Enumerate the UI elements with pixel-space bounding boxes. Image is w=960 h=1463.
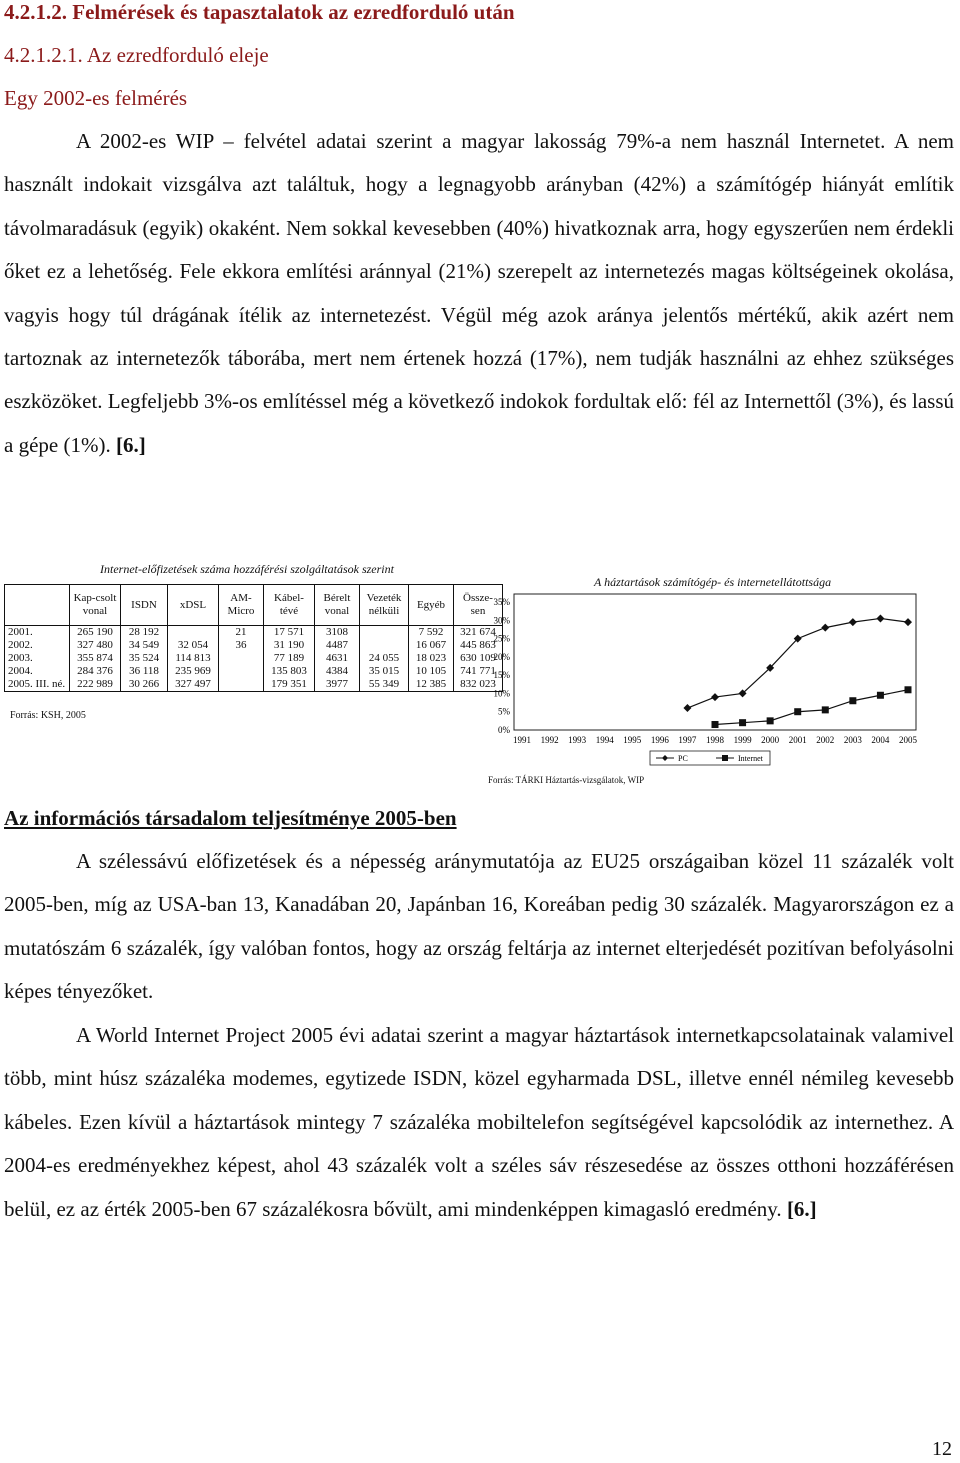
table-cell: 7 592 — [409, 626, 454, 640]
paragraph-wip2005-text: A World Internet Project 2005 évi adatai szerint a magyar háztartások internetkapcsolatainak valamivel több, mint húsz százaléka modemes, egytizede ISDN, közel egyharmada DSL, illetve ennél némileg kevesebb kábeles. Ezen kívül a háztartások mintegy 7 százaléka mobiltelefon segítségével kapcsolódik az internethez. A 2004-es eredményekhez képest, ahol 43 százalék volt a széles sáv részesedése az összes otthoni hozzáférésen belül, ez az érték 2005-ben 67 százalékosra bővült, ami mindenképpen kimagasló eredmény. — [4, 1023, 954, 1221]
table-header-cell: Bérelt vonal — [315, 585, 360, 626]
table-cell: 179 351 — [264, 678, 315, 692]
paragraph-broadband — [4, 840, 954, 1014]
table-cell: 135 803 — [264, 665, 315, 678]
table-row — [5, 665, 503, 678]
table-cell: 18 023 — [409, 652, 454, 665]
table-cell: 36 118 — [121, 665, 168, 678]
table-cell: 35 015 — [360, 665, 409, 678]
legend-label: PC — [678, 754, 688, 763]
heading-survey: Egy 2002-es felmérés — [4, 86, 188, 110]
table-cell: 321 674 — [454, 626, 503, 640]
table-cell: 35 524 — [121, 652, 168, 665]
table-cell — [168, 626, 219, 640]
table-cell: 2005. III. né. — [5, 678, 70, 692]
paragraph-wip2005 — [4, 1014, 954, 1231]
table-header-cell: Kap-csolt vonal — [70, 585, 121, 626]
table-header-cell: xDSL — [168, 585, 219, 626]
y-tick-label: 0% — [498, 725, 510, 735]
paragraph-survey — [4, 120, 954, 467]
table-cell: 3977 — [315, 678, 360, 692]
data-point-pc — [711, 693, 719, 701]
y-tick-label: 25% — [493, 633, 510, 644]
chart-source: Forrás: TÁRKI Háztartás-vizsgálatok, WIP — [488, 775, 645, 785]
data-point-internet — [849, 697, 856, 704]
table-cell: 34 549 — [121, 639, 168, 652]
legend-label: Internet — [738, 754, 763, 763]
table-cell: 4384 — [315, 665, 360, 678]
table-cell: 2003. — [5, 652, 70, 665]
table-cell: 4631 — [315, 652, 360, 665]
table-cell: 741 771 — [454, 665, 503, 678]
x-tick-label: 1991 — [513, 735, 531, 745]
table-cell: 32 054 — [168, 639, 219, 652]
paragraph-broadband-text: A szélessávú előfizetések és a népesség aránymutatója az EU25 országaiban közel 11 százalék volt 2005-ben, míg az USA-ban 13, Kanadában 20, Japánban 16, Koreában pedig 30 százalék. Magyarországon ez a mutatószám 6 százalék, így valóban fontos, hogy az ország feltárja az internet elterjedését pozitívan befolyásolni képes tényezőket. — [4, 849, 954, 1004]
legend-marker-pc — [662, 755, 668, 761]
x-tick-label: 2002 — [816, 735, 835, 745]
table-cell — [360, 626, 409, 640]
x-tick-label: 2003 — [843, 735, 862, 745]
table-cell: 327 497 — [168, 678, 219, 692]
section-title: Az információs társadalom teljesítménye 2005-ben — [4, 806, 457, 830]
table-row — [5, 678, 503, 692]
x-tick-label: 1992 — [540, 735, 559, 745]
table-cell: 2002. — [5, 639, 70, 652]
table-header-cell: Össze-sen — [454, 585, 503, 626]
table-cell: 28 192 — [121, 626, 168, 640]
x-tick-label: 1997 — [678, 735, 697, 745]
table-source: Forrás: KSH, 2005 — [10, 710, 86, 721]
table-cell: 265 190 — [70, 626, 121, 640]
x-tick-label: 2004 — [871, 735, 890, 745]
data-point-internet — [767, 717, 774, 724]
y-tick-label: 15% — [493, 670, 510, 681]
plot-frame — [514, 594, 916, 730]
legend-marker-internet — [722, 755, 728, 761]
table-header-cell: Kábel-tévé — [264, 585, 315, 626]
chart-title: A háztartások számítógép- és internetellátottsága — [594, 575, 832, 589]
data-point-internet — [739, 719, 746, 726]
x-tick-label: 1999 — [733, 735, 752, 745]
table-cell: 12 385 — [409, 678, 454, 692]
household-chart — [480, 590, 930, 770]
table-header-cell — [5, 585, 70, 626]
table-cell: 832 023 — [454, 678, 503, 692]
table-cell — [219, 652, 264, 665]
table-cell: 2001. — [5, 626, 70, 640]
subscriptions-table — [4, 584, 503, 692]
table-cell: 355 874 — [70, 652, 121, 665]
table-header-cell: Egyéb — [409, 585, 454, 626]
table-cell: 77 189 — [264, 652, 315, 665]
table-cell: 16 067 — [409, 639, 454, 652]
y-tick-label: 35% — [493, 597, 510, 607]
table-cell: 36 — [219, 639, 264, 652]
x-tick-label: 1994 — [595, 735, 614, 745]
x-tick-label: 2001 — [788, 735, 807, 745]
series-line-pc — [687, 618, 908, 708]
table-cell: 327 480 — [70, 639, 121, 652]
table-header-cell: Vezeték nélküli — [360, 585, 409, 626]
table-header-cell: AM-Micro — [219, 585, 264, 626]
y-tick-label: 30% — [493, 615, 510, 626]
table-row — [5, 639, 503, 652]
data-point-internet — [877, 692, 884, 699]
heading-level-5: 4.2.1.2.1. Az ezredforduló eleje — [4, 43, 269, 67]
table-cell — [219, 665, 264, 678]
heading-level-4: 4.2.1.2. Felmérések és tapasztalatok az ezredforduló után — [4, 0, 515, 24]
reference-link[interactable]: [6.] — [115, 432, 146, 457]
table-cell — [360, 639, 409, 652]
table-row — [5, 652, 503, 665]
x-tick-label: 1995 — [623, 735, 642, 745]
table-cell: 10 105 — [409, 665, 454, 678]
data-point-pc — [904, 618, 912, 626]
y-tick-label: 20% — [493, 651, 510, 662]
table-row — [5, 626, 503, 640]
table-cell: 630 109 — [454, 652, 503, 665]
reference-link[interactable]: [6.] — [786, 1196, 817, 1221]
table-cell: 17 571 — [264, 626, 315, 640]
table-cell: 3108 — [315, 626, 360, 640]
data-point-internet — [712, 721, 719, 728]
table-header-cell: ISDN — [121, 585, 168, 626]
x-tick-label: 1996 — [650, 735, 669, 745]
table-title: Internet-előfizetések száma hozzáférési szolgáltatások szerint — [100, 562, 394, 576]
data-point-pc — [821, 624, 829, 632]
data-point-internet — [794, 708, 801, 715]
table-cell: 24 055 — [360, 652, 409, 665]
table-cell: 445 863 — [454, 639, 503, 652]
table-cell — [219, 678, 264, 692]
x-tick-label: 1993 — [568, 735, 587, 745]
table-cell: 55 349 — [360, 678, 409, 692]
data-point-pc — [849, 618, 857, 626]
data-point-internet — [905, 686, 912, 693]
table-cell: 2004. — [5, 665, 70, 678]
table-cell: 222 989 — [70, 678, 121, 692]
table-cell: 4487 — [315, 639, 360, 652]
x-tick-label: 2005 — [899, 735, 917, 745]
data-point-internet — [822, 706, 829, 713]
page-number: 12 — [932, 1438, 952, 1460]
data-point-pc — [683, 704, 691, 712]
data-point-pc — [876, 614, 884, 622]
table-cell: 31 190 — [264, 639, 315, 652]
table-cell: 21 — [219, 626, 264, 640]
table-cell: 235 969 — [168, 665, 219, 678]
x-tick-label: 1998 — [706, 735, 724, 745]
paragraph-survey-text: A 2002-es WIP – felvétel adatai szerint a magyar lakosság 79%-a nem használ Internetet. A nem használt indokait vizsgálva azt találtuk, hogy a legnagyobb arányban (42%) a számítógép hiányát említik távolmaradásuk (egyik) okaként. Nem sokkal kevesebben (40%) hivatkoznak arra, hogy egyszerűen nem érdekli őket ez a lehetőség. Fele ekkora említési aránnyal (21%) szerepelt az internetezés magas költségeinek okolása, vagyis hogy túl drágának ítélik az internetezést. Végül még azok aránya jelentős mértékű, akik azért nem tartoznak az internetezők táborába, mert nem értenek hozzá (17%), nem tudják használni az ehhez szükséges eszközöket. Legfeljebb 3%-os említéssel még a következő indokok fordultak elő: fél az Internettől (3%), és lassú a gépe (1%). — [4, 129, 954, 457]
table-cell: 30 266 — [121, 678, 168, 692]
y-tick-label: 5% — [498, 706, 510, 717]
table-cell: 114 813 — [168, 652, 219, 665]
y-tick-label: 10% — [493, 688, 510, 699]
x-tick-label: 2000 — [761, 735, 780, 745]
table-cell: 284 376 — [70, 665, 121, 678]
